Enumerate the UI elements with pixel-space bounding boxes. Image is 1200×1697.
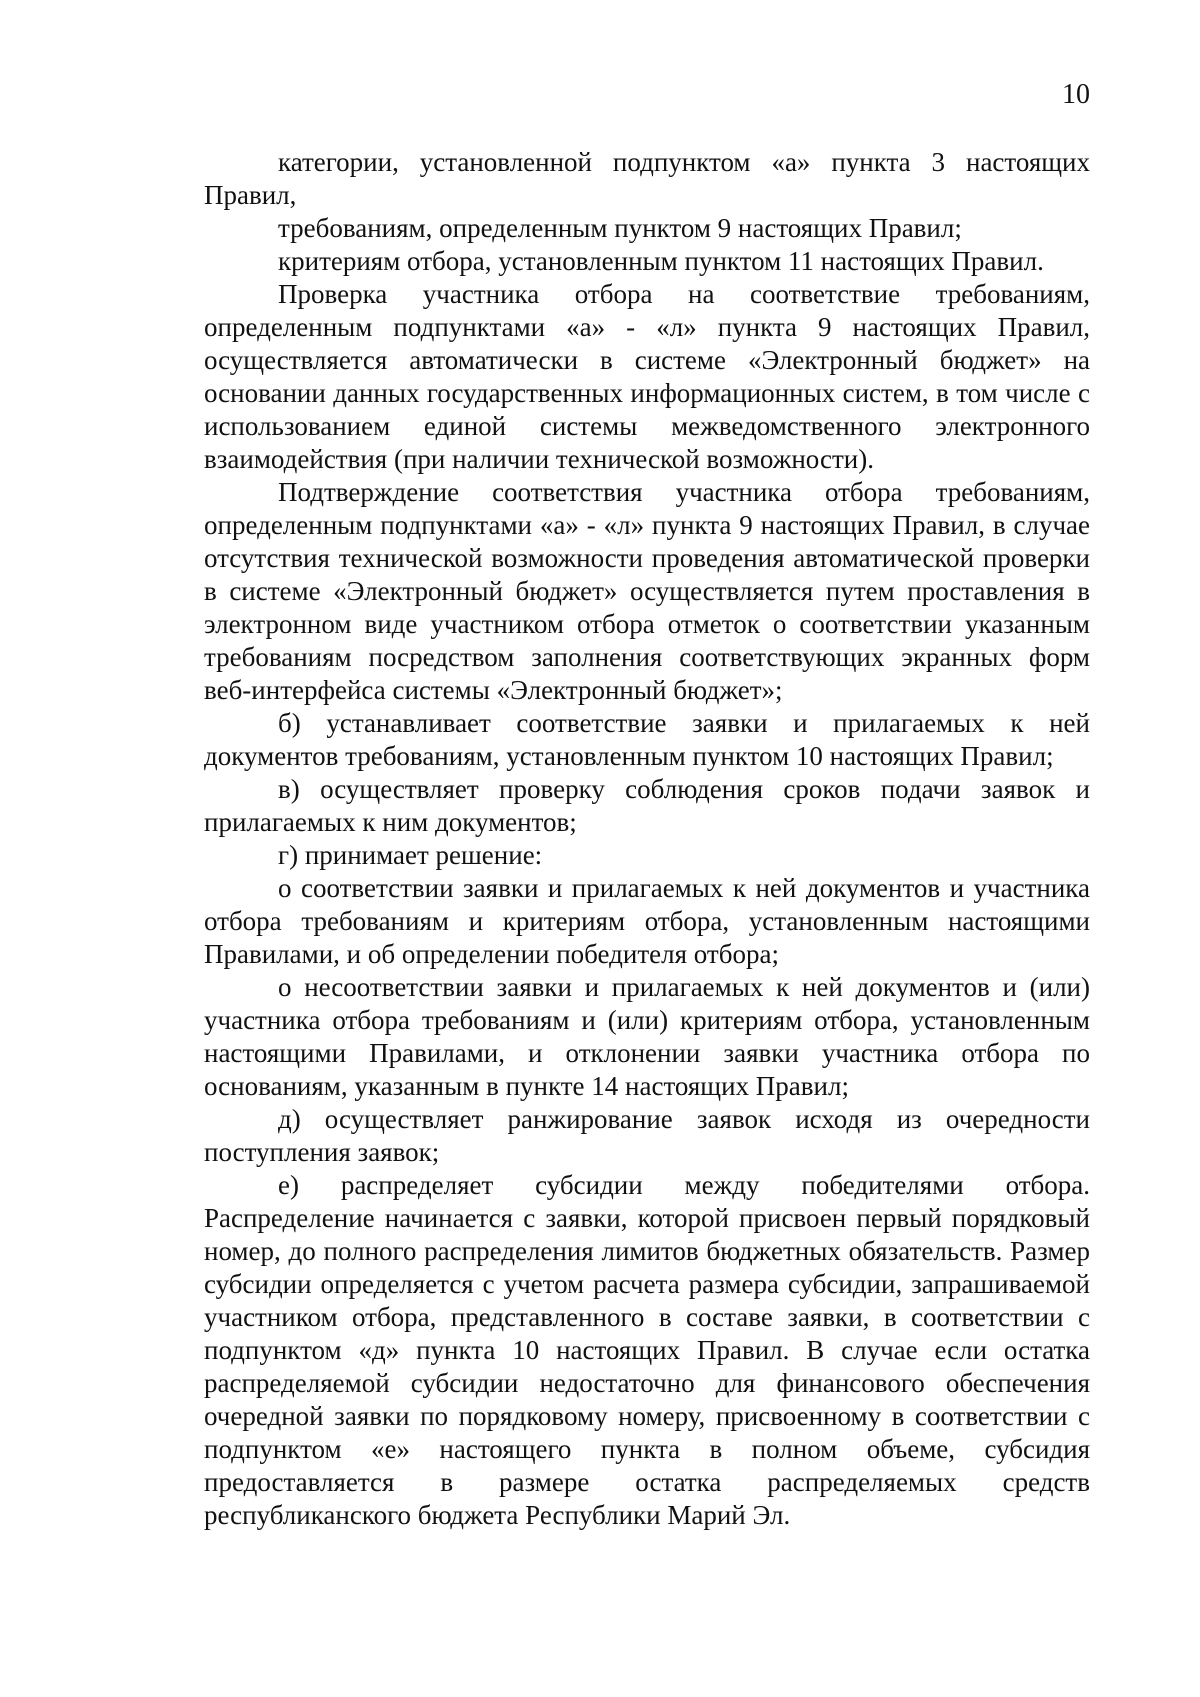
paragraph-automatic-check: Проверка участника отбора на соответствие требованиям, определенным подпунктами «а» - «л» пункта 9 настоящих Правил, осуществляется автоматически в системе «Электронный бюджет» на основании данных государственных информационных систем, в том числе с использованием единой системы межведомственного электронного взаимодействия (при наличии технической возможности). xyxy=(204,279,1090,474)
paragraph-compliance-decision: о соответствии заявки и прилагаемых к ней документов и участника отбора требованиям и критериям отбора, установленным настоящими Правилами, и об определении победителя отбора; xyxy=(204,873,1090,969)
document-body xyxy=(204,146,1090,1532)
paragraph-item-v: в) осуществляет проверку соблюдения сроков подачи заявок и прилагаемых к ним документов; xyxy=(204,774,1090,837)
paragraph-item-e: е) распределяет субсидии между победителями отбора. Распределение начинается с заявки, которой присвоен первый порядковый номер, до полного распределения лимитов бюджетных обязательств. Размер субсидии определяется с учетом расчета размера субсидии, запрашиваемой участником отбора, представленного в составе заявки, в соответствии с подпунктом «д» пункта 10 настоящих Правил. В случае если остатка распределяемой субсидии недостаточно для финансового обеспечения очередной заявки по порядковому номеру, присвоенному в соответствии с подпунктом «е» настоящего пункта в полном объеме, субсидия предоставляется в размере остатка распределяемых средств республиканского бюджета Республики Марий Эл. xyxy=(204,1170,1090,1530)
paragraph-confirmation: Подтверждение соответствия участника отбора требованиям, определенным подпунктами «а» - «л» пункта 9 настоящих Правил, в случае отсутствия технической возможности проведения автоматической проверки в системе «Электронный бюджет» осуществляется путем проставления в электронном виде участником отбора отметок о соответствии указанным требованиям посредством заполнения соответствующих экранных форм веб-интерфейса системы «Электронный бюджет»; xyxy=(204,477,1090,705)
paragraph-noncompliance-decision: о несоответствии заявки и прилагаемых к ней документов и (или) участника отбора требованиям и (или) критериям отбора, установленным настоящими Правилами, и отклонении заявки участника отбора по основаниям, указанным в пункте 14 настоящих Правил; xyxy=(204,972,1090,1101)
paragraph-category: категории, установленной подпунктом «а» пункта 3 настоящих Правил, xyxy=(204,147,1090,210)
paragraph-item-b: б) устанавливает соответствие заявки и прилагаемых к ней документов требованиям, установленным пунктом 10 настоящих Правил; xyxy=(204,708,1090,771)
paragraph-item-g: г) принимает решение: xyxy=(278,840,543,870)
paragraph-item-d: д) осуществляет ранжирование заявок исходя из очередности поступления заявок; xyxy=(204,1104,1090,1167)
page-number: 10 xyxy=(1062,79,1090,110)
paragraph-criteria: критериям отбора, установленным пунктом 11 настоящих Правил. xyxy=(278,246,1044,276)
paragraph-requirements: требованиям, определенным пунктом 9 настоящих Правил; xyxy=(278,213,962,243)
